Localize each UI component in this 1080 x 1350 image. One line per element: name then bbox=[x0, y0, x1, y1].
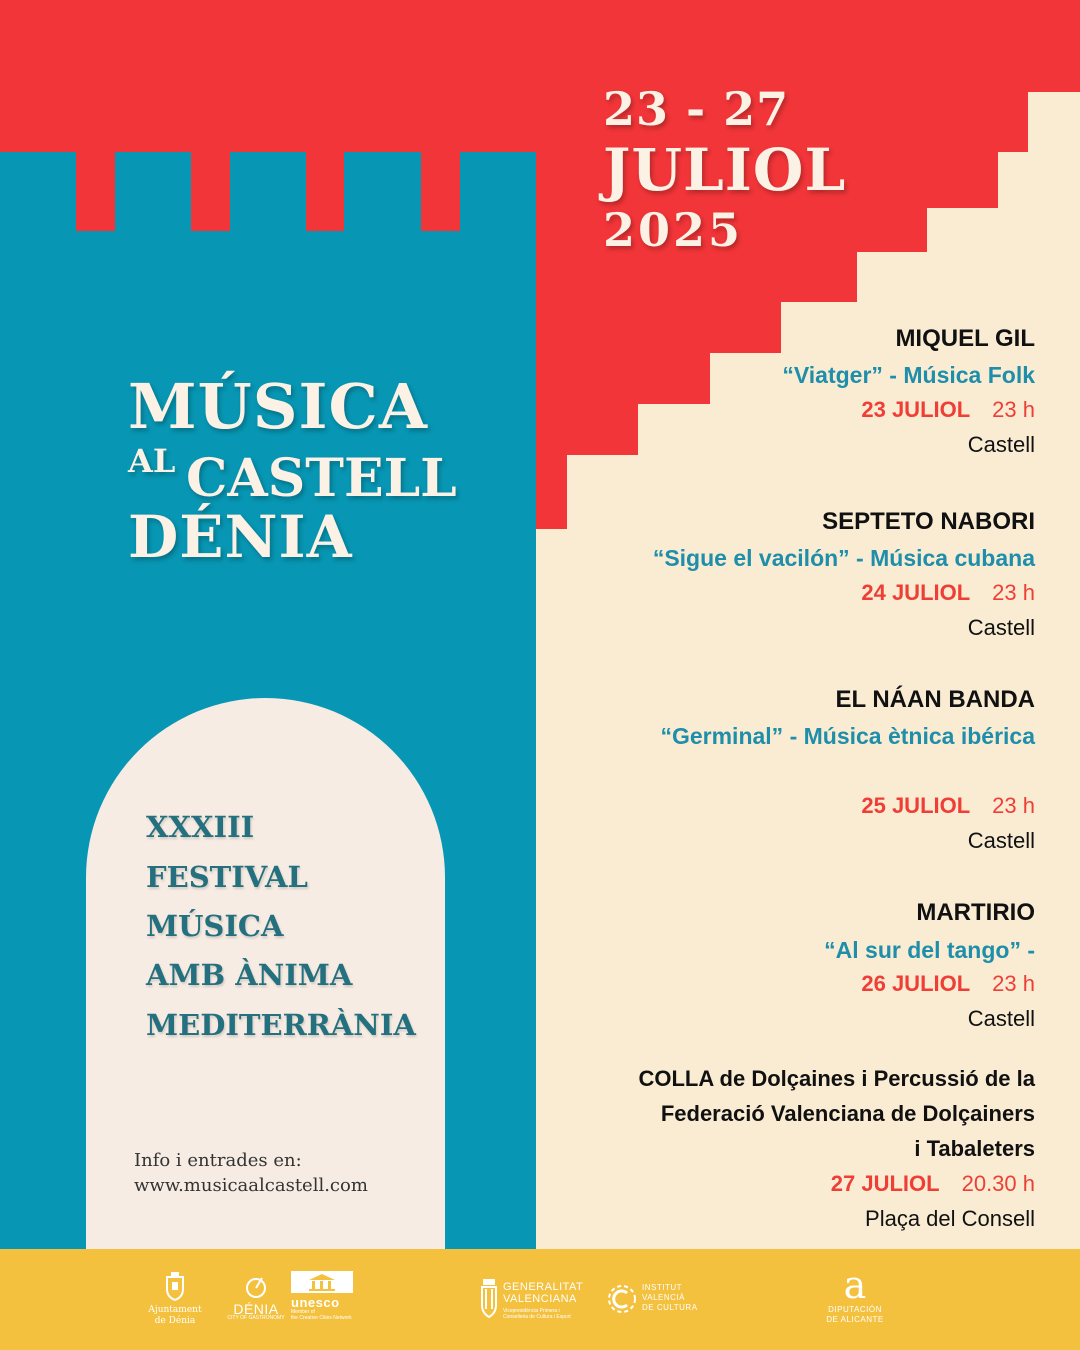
ivc-circle-icon bbox=[606, 1283, 638, 1315]
event-5-name-line-3: i Tabaleters bbox=[914, 1136, 1035, 1161]
event-5-name-line-2: Federació Valenciana de Dolçainers bbox=[660, 1101, 1035, 1126]
event-2-subtitle: “Sigue el vacilón” - Música cubana bbox=[652, 545, 1035, 571]
event-2-datetime bbox=[861, 580, 1035, 606]
event-4-venue: Castell bbox=[967, 1006, 1035, 1031]
event-3-subtitle: “Germinal” - Música ètnica ibérica bbox=[660, 723, 1035, 749]
event-5-datetime bbox=[831, 1171, 1035, 1197]
event-2-venue: Castell bbox=[967, 615, 1035, 640]
event-2-time: 23 h bbox=[992, 580, 1035, 605]
event-4-date: 26 JULIOL bbox=[861, 971, 971, 996]
event-2-name: SEPTETO NABORI bbox=[822, 508, 1035, 535]
info-url-link[interactable]: www.musicaalcastell.com bbox=[134, 1175, 368, 1196]
event-4-datetime bbox=[861, 971, 1035, 997]
coat-of-arms-icon bbox=[164, 1271, 186, 1301]
event-5-name-line-1: COLLA de Dolçaines i Percussió de la bbox=[638, 1066, 1035, 1091]
event-4-time: 23 h bbox=[992, 971, 1035, 996]
event-1-venue: Castell bbox=[967, 432, 1035, 457]
event-5-date: 27 JULIOL bbox=[830, 1171, 940, 1196]
event-3-name: EL NÁAN BANDA bbox=[835, 686, 1035, 713]
gastronomy-leaf-icon bbox=[245, 1275, 267, 1299]
generalitat-line-2: VALENCIANA bbox=[503, 1293, 577, 1305]
festival-line-mediterrania: MEDITERRÀNIA bbox=[146, 1008, 416, 1042]
generalitat-shield-icon bbox=[480, 1279, 498, 1323]
ajuntament-line-2: de Dénia bbox=[154, 1316, 196, 1326]
ajuntament-line-1: Ajuntament bbox=[148, 1305, 202, 1315]
festival-line-festival: FESTIVAL bbox=[146, 860, 308, 894]
festival-line-amb-anima: AMB ÀNIMA bbox=[146, 958, 353, 992]
denia-tagline: CITY OF GASTRONOMY bbox=[227, 1315, 285, 1321]
generalitat-sub-2: Conselleria de Cultura i Esport bbox=[503, 1314, 571, 1320]
unesco-line-2: the Creative Cities Network bbox=[291, 1315, 352, 1321]
diputacion-line-1: DIPUTACIÓN bbox=[828, 1305, 882, 1314]
title-castell: CASTELL bbox=[186, 448, 457, 509]
event-3-time: 23 h bbox=[992, 793, 1035, 818]
event-2-date: 24 JULIOL bbox=[861, 580, 971, 605]
event-1-date: 23 JULIOL bbox=[861, 397, 971, 422]
unesco-line-1: Member of bbox=[291, 1309, 315, 1315]
festival-line-musica: MÚSICA bbox=[146, 909, 284, 943]
event-3-venue: Castell bbox=[967, 828, 1035, 853]
diputacion-logo bbox=[820, 1265, 890, 1325]
unesco-label: unesco bbox=[291, 1295, 340, 1310]
event-5-time: 20.30 h bbox=[961, 1171, 1035, 1196]
title-al: AL bbox=[128, 442, 176, 480]
ajuntament-logo bbox=[140, 1271, 210, 1327]
denia-label: DÉNIA bbox=[233, 1301, 279, 1317]
diputacion-a-mark: a bbox=[843, 1263, 867, 1307]
generalitat-sub-1: Vicepresidència Primera i bbox=[503, 1308, 560, 1314]
festival-edition: XXXIII bbox=[146, 810, 255, 844]
event-1-time: 23 h bbox=[992, 397, 1035, 422]
event-5-venue: Plaça del Consell bbox=[865, 1206, 1035, 1231]
unesco-temple-icon bbox=[291, 1271, 353, 1293]
date-range: 23 - 27 bbox=[603, 82, 790, 136]
date-month: JULIOL bbox=[603, 136, 847, 204]
event-3-date: 25 JULIOL bbox=[861, 793, 971, 818]
ivc-line-3: DE CULTURA bbox=[642, 1303, 698, 1312]
event-3-datetime bbox=[861, 793, 1035, 819]
title-musica: MÚSICA bbox=[128, 370, 428, 443]
sponsor-footer bbox=[0, 1249, 1080, 1350]
event-1-name: MIQUEL GIL bbox=[895, 325, 1035, 352]
ivc-line-2: VALENCIÀ bbox=[642, 1293, 685, 1302]
denia-gastronomy-logo bbox=[226, 1275, 286, 1321]
event-4-subtitle: “Al sur del tango” - bbox=[824, 937, 1035, 963]
event-1-datetime bbox=[861, 397, 1035, 423]
generalitat-line-1: GENERALITAT bbox=[503, 1281, 584, 1293]
event-1-subtitle: “Viatger” - Música Folk bbox=[782, 362, 1035, 388]
info-label: Info i entrades en: bbox=[134, 1150, 302, 1171]
ivc-line-1: INSTITUT bbox=[642, 1283, 682, 1292]
unesco-logo bbox=[291, 1271, 355, 1321]
diputacion-line-2: DE ALICANTE bbox=[826, 1315, 884, 1324]
date-year: 2025 bbox=[603, 203, 744, 257]
event-4-name: MARTIRIO bbox=[916, 899, 1035, 926]
title-denia: DÉNIA bbox=[128, 503, 353, 571]
